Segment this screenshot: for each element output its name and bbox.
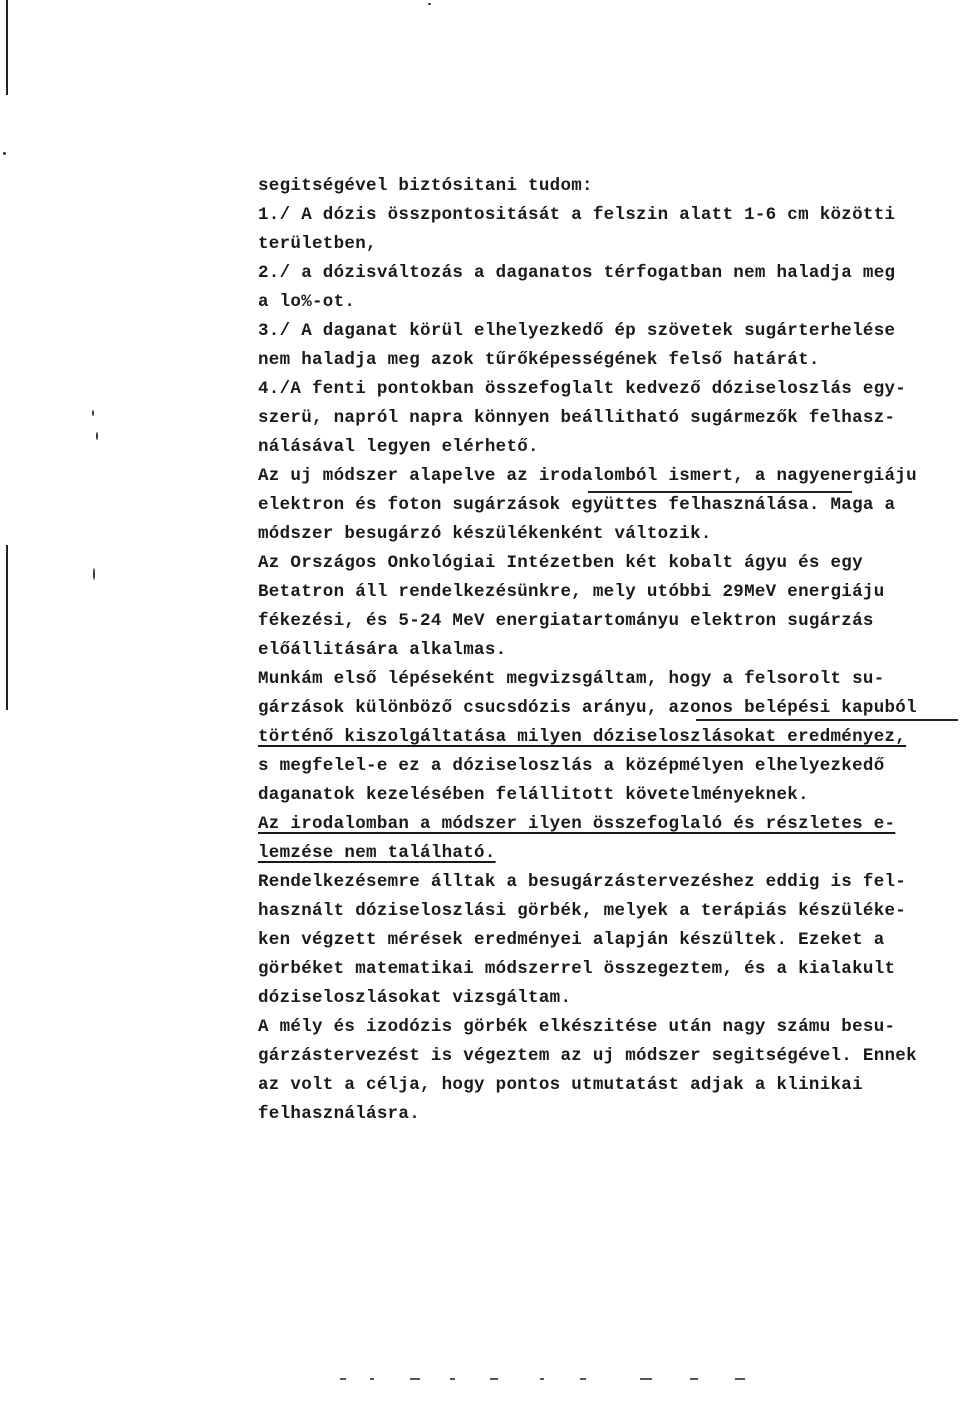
- text-line: Az Országos Onkológiai Intézetben két kobalt ágyu és egy: [258, 553, 863, 573]
- text-line: fékezési, és 5-24 MeV energiatartományu elektron sugárzás: [258, 611, 874, 631]
- text-line: gárzások különböző csucsdózis arányu, azonos belépési kapuból: [258, 698, 917, 718]
- text-line: A mély és izodózis görbék elkészitése után nagy számu besu-: [258, 1017, 896, 1037]
- text-line: gárzástervezést is végeztem az uj módszer segitségével. Ennek: [258, 1046, 917, 1066]
- scan-noise: [340, 1378, 770, 1388]
- text-line: használt dóziseloszlási görbék, melyek a terápiás készüléke-: [258, 901, 907, 921]
- scan-speck: [93, 568, 95, 580]
- scan-speck: [92, 410, 94, 416]
- text-line: s megfelel-e ez a dóziseloszlás a középmélyen elhelyezkedő: [258, 756, 885, 776]
- text-line: területben,: [258, 234, 377, 254]
- underline-rule: [696, 719, 958, 721]
- text-line: segitségével biztósitani tudom:: [258, 176, 593, 196]
- text-line: Munkám első lépéseként megvizsgáltam, hogy a felsorolt su-: [258, 669, 885, 689]
- text-line: nem haladja meg azok tűrőképességének felső határát.: [258, 350, 820, 370]
- text-line: nálásával legyen elérhető.: [258, 437, 539, 457]
- text-line-underlined: Az irodalomban a módszer ilyen összefoglaló és részletes e-: [258, 814, 896, 834]
- scan-speck: [96, 432, 98, 440]
- underline-rule: [588, 491, 852, 493]
- text-line: Betatron áll rendelkezésünkre, mely utóbbi 29MeV energiáju: [258, 582, 885, 602]
- text-line: dóziseloszlásokat vizsgáltam.: [258, 988, 572, 1008]
- text-line: módszer besugárzó készülékenként változik.: [258, 524, 712, 544]
- scan-edge-line-bottom: [6, 545, 8, 710]
- text-line: ken végzett mérések eredményei alapján készültek. Ezeket a: [258, 930, 885, 950]
- text-line: elektron és foton sugárzások együttes felhasználása. Maga a: [258, 495, 896, 515]
- text-line: 4./A fenti pontokban összefoglalt kedvező dóziseloszlás egy-: [258, 379, 907, 399]
- text-line-underlined: történő kiszolgáltatása milyen dóziseloszlásokat eredményez,: [258, 727, 907, 747]
- text-line: szerü, napról napra könnyen beállitható sugármezők felhasz-: [258, 408, 896, 428]
- text-line: előállitására alkalmas.: [258, 640, 507, 660]
- text-line: daganatok kezelésében felállitott követelményeknek.: [258, 785, 809, 805]
- scan-speck: [428, 3, 431, 5]
- text-line: 1./ A dózis összpontositását a felszin alatt 1-6 cm közötti: [258, 205, 896, 225]
- text-line-underlined: lemzése nem található.: [258, 843, 496, 863]
- text-line: felhasználásra.: [258, 1104, 421, 1124]
- text-line: a lo%-ot.: [258, 292, 356, 312]
- text-line: Az uj módszer alapelve az irodalomból ismert, a nagyenergiáju: [258, 466, 917, 486]
- text-line: Rendelkezésemre álltak a besugárzástervezéshez eddig is fel-: [258, 872, 907, 892]
- scan-edge-line-top: [6, 0, 8, 95]
- scan-speck: [3, 152, 6, 155]
- text-line: az volt a célja, hogy pontos utmutatást adjak a klinikai: [258, 1075, 863, 1095]
- text-line: 2./ a dózisváltozás a daganatos térfogatban nem haladja meg: [258, 263, 896, 283]
- text-line: görbéket matematikai módszerrel összegeztem, és a kialakult: [258, 959, 896, 979]
- text-line: 3./ A daganat körül elhelyezkedő ép szövetek sugárterhelése: [258, 321, 896, 341]
